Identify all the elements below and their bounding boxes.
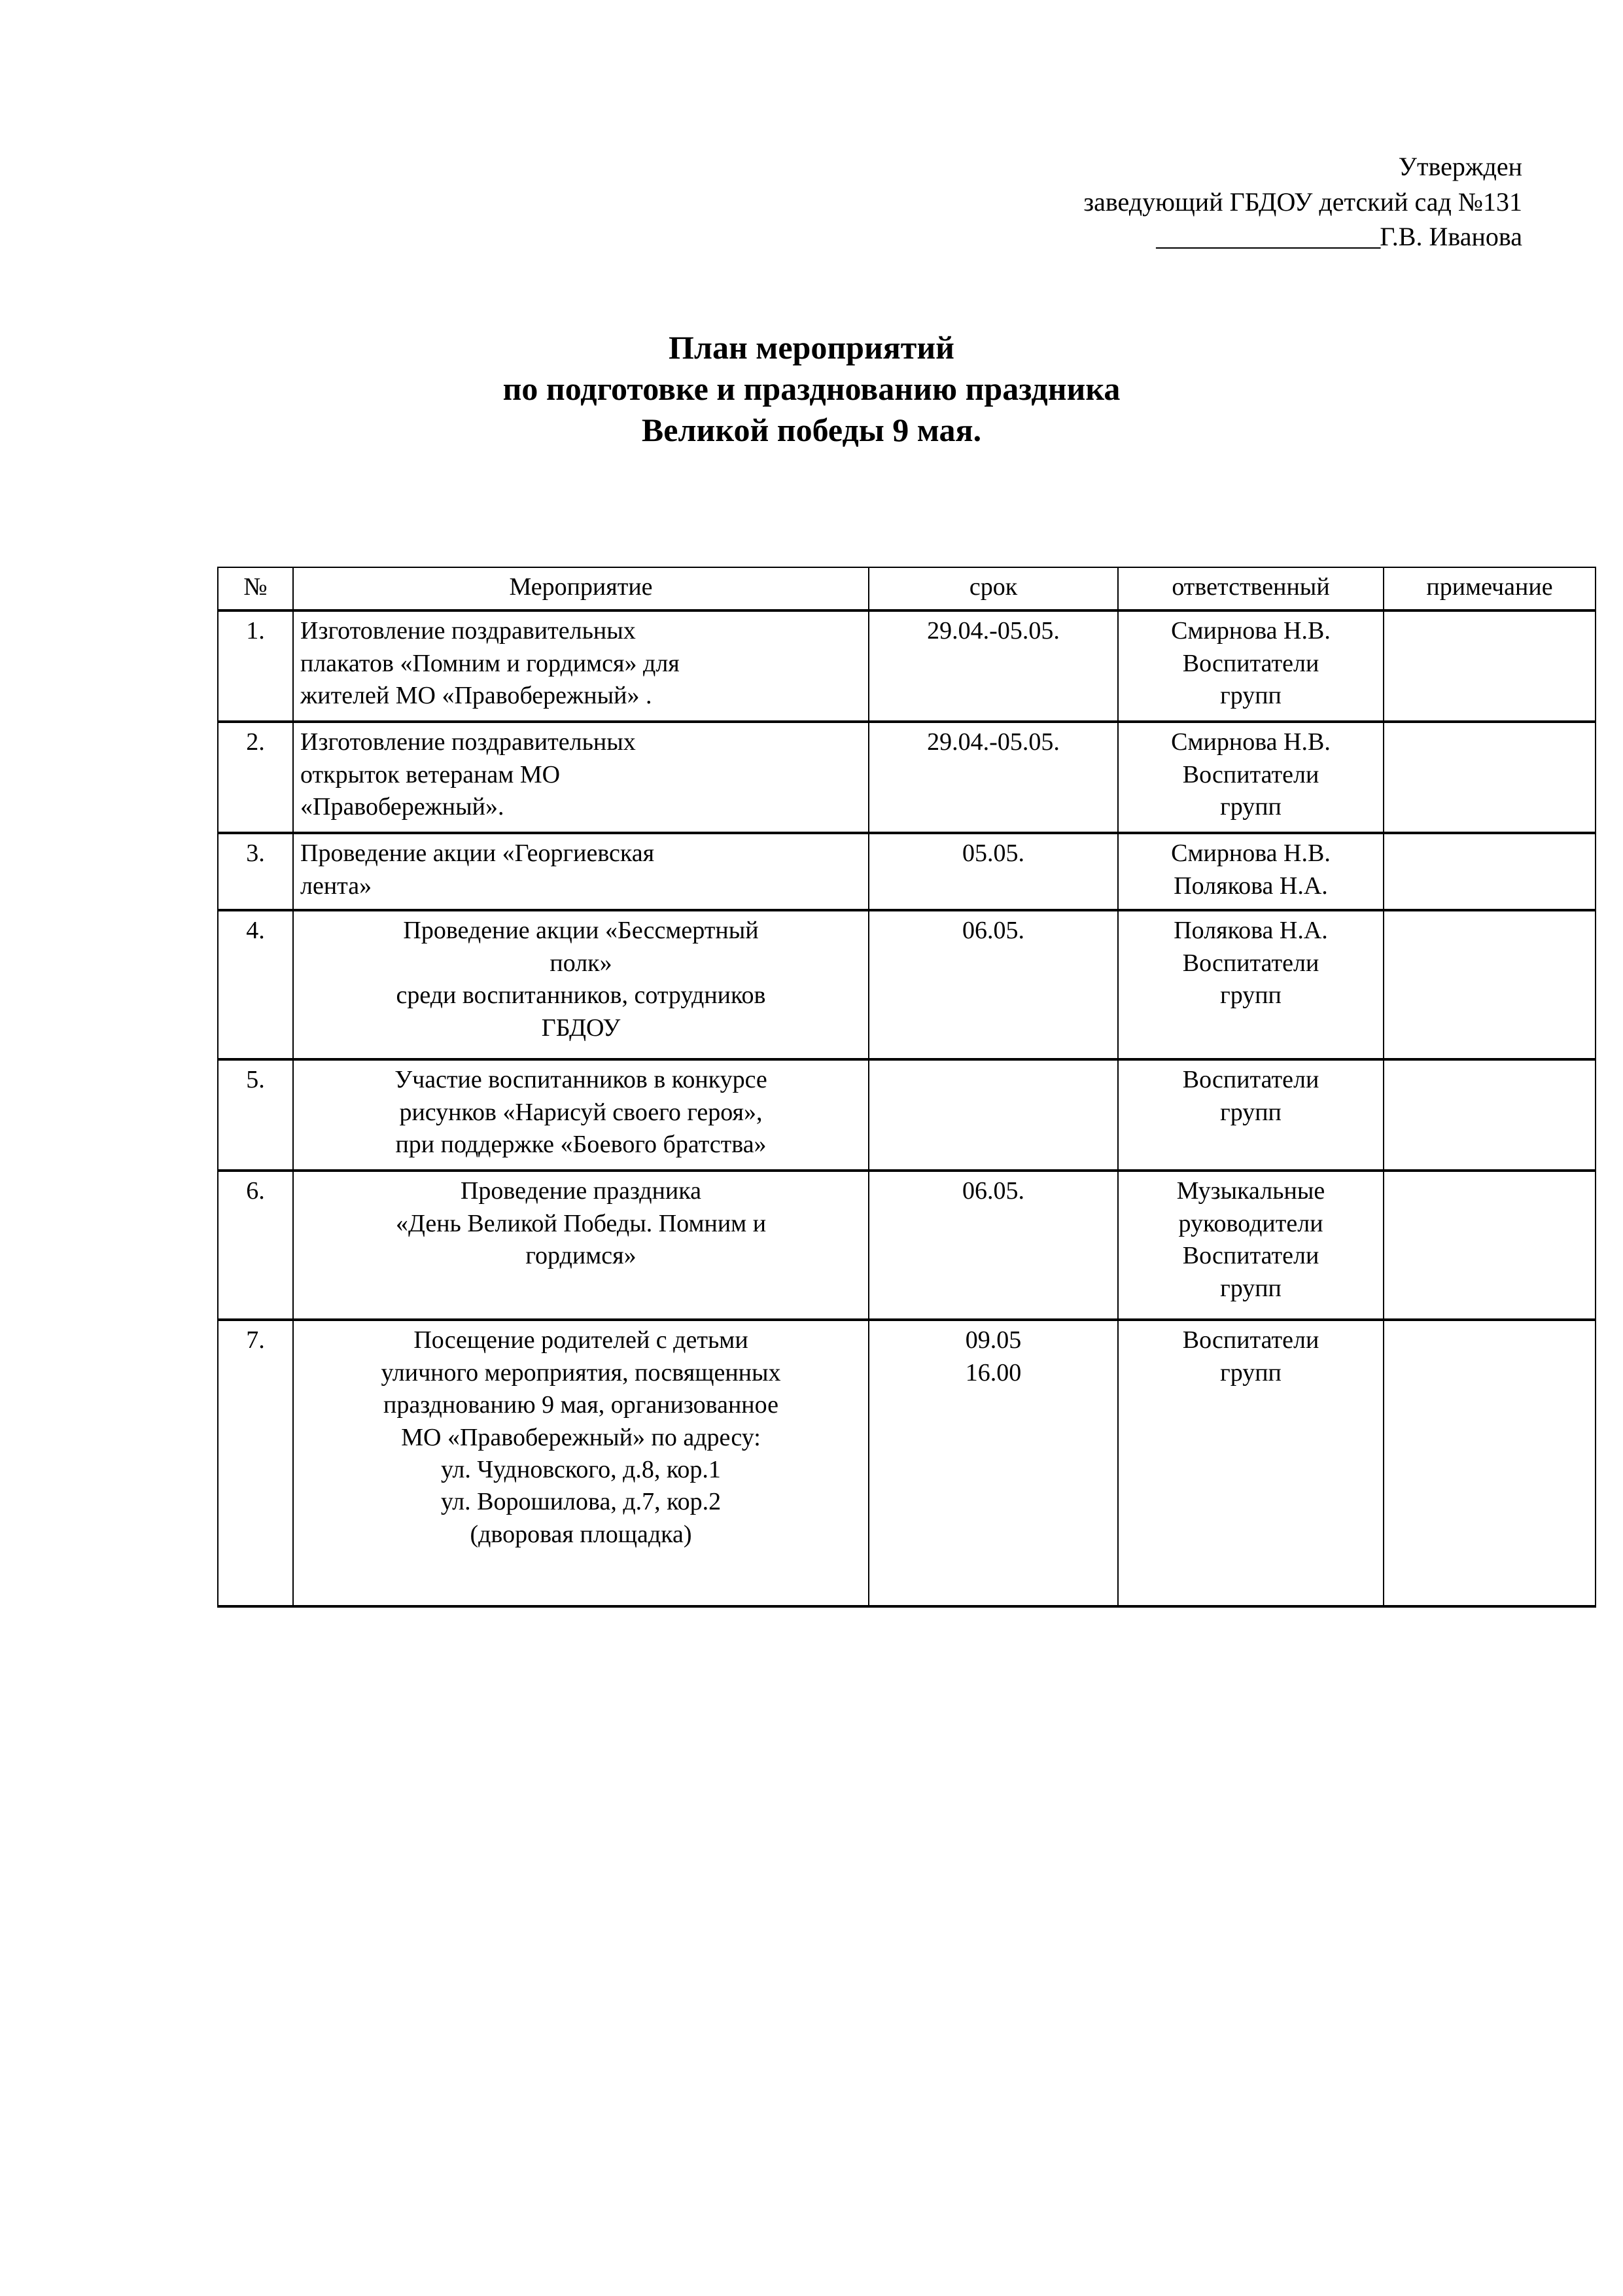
cell-event bbox=[293, 1171, 869, 1320]
cell-num: 6. bbox=[218, 1171, 293, 1320]
event-line-4: МО «Правобережный» по адресу: bbox=[401, 1423, 761, 1451]
header-note: примечание bbox=[1384, 567, 1596, 610]
cell-responsible bbox=[1118, 833, 1384, 910]
table-body bbox=[218, 610, 1596, 1606]
responsible-line-2: групп bbox=[1220, 1098, 1282, 1126]
event-line-5: ул. Чудновского, д.8, кор.1 bbox=[441, 1455, 721, 1483]
page-title-line-3: Великой победы 9 мая. bbox=[641, 412, 982, 448]
responsible-line-1: Смирнова Н.В. bbox=[1171, 839, 1331, 868]
cell-note bbox=[1384, 1059, 1596, 1171]
cell-responsible bbox=[1118, 1320, 1384, 1606]
cell-num: 2. bbox=[218, 722, 293, 833]
responsible-line-3: Воспитатели bbox=[1182, 1242, 1319, 1270]
event-line-2: плакатов «Помним и гордимся» для bbox=[300, 649, 680, 677]
cell-event bbox=[293, 1320, 869, 1606]
plan-table bbox=[217, 567, 1596, 1608]
event-line-7: (дворовая площадка) bbox=[470, 1520, 692, 1548]
responsible-line-1: Полякова Н.А. bbox=[1174, 917, 1328, 945]
responsible-line-3: групп bbox=[1220, 981, 1282, 1010]
event-line-2: лента» bbox=[300, 872, 372, 900]
event-line-1: Проведение акции «Бессмертный bbox=[403, 917, 759, 945]
cell-term bbox=[869, 910, 1118, 1059]
table-header-row bbox=[218, 567, 1596, 610]
cell-term bbox=[869, 610, 1118, 722]
cell-note bbox=[1384, 722, 1596, 833]
event-line-1: Участие воспитанников в конкурсе bbox=[394, 1066, 767, 1094]
term-line-1: 05.05. bbox=[962, 839, 1024, 868]
event-line-3: гордимся» bbox=[525, 1242, 637, 1270]
responsible-line-3: групп bbox=[1220, 793, 1282, 821]
term-line-2: 16.00 bbox=[965, 1358, 1022, 1386]
cell-term bbox=[869, 1059, 1118, 1171]
cell-responsible bbox=[1118, 1171, 1384, 1320]
responsible-line-1: Воспитатели bbox=[1182, 1326, 1319, 1354]
term-line-1: 09.05 bbox=[965, 1326, 1022, 1354]
cell-responsible bbox=[1118, 1059, 1384, 1171]
responsible-line-2: Воспитатели bbox=[1182, 649, 1319, 677]
event-line-1: Изготовление поздравительных bbox=[300, 617, 636, 645]
responsible-line-2: Полякова Н.А. bbox=[1174, 872, 1328, 900]
event-line-2: уличного мероприятия, посвященных bbox=[381, 1358, 781, 1386]
cell-note bbox=[1384, 833, 1596, 910]
header-num: № bbox=[218, 567, 293, 610]
event-line-3: празднованию 9 мая, организованное bbox=[383, 1391, 778, 1419]
responsible-line-2: Воспитатели bbox=[1182, 760, 1319, 788]
event-line-3: жителей МО «Правобережный» . bbox=[300, 682, 652, 710]
event-line-1: Проведение акции «Георгиевская bbox=[300, 839, 655, 868]
term-line-1: 29.04.-05.05. bbox=[927, 617, 1060, 645]
cell-event bbox=[293, 722, 869, 833]
page-title-line-1: План мероприятий bbox=[669, 329, 954, 366]
page-title bbox=[0, 327, 1623, 451]
signer-name: Г.В. Иванова bbox=[1380, 222, 1522, 252]
responsible-line-2: Воспитатели bbox=[1182, 949, 1319, 977]
approval-block bbox=[868, 149, 1522, 255]
term-line-1: 06.05. bbox=[962, 1177, 1024, 1205]
event-line-1: Посещение родителей с детьми bbox=[413, 1326, 748, 1354]
signature-row bbox=[868, 219, 1522, 255]
cell-event bbox=[293, 610, 869, 722]
event-line-2: рисунков «Нарисуй своего героя», bbox=[399, 1098, 763, 1126]
term-line-1: 29.04.-05.05. bbox=[927, 728, 1060, 756]
cell-term bbox=[869, 1171, 1118, 1320]
cell-note bbox=[1384, 910, 1596, 1059]
table-row bbox=[218, 1059, 1596, 1171]
cell-event bbox=[293, 1059, 869, 1171]
approval-line-2: заведующий ГБДОУ детский сад №131 bbox=[1083, 186, 1522, 217]
responsible-line-3: групп bbox=[1220, 682, 1282, 710]
header-responsible: ответственный bbox=[1118, 567, 1384, 610]
cell-term bbox=[869, 833, 1118, 910]
responsible-line-1: Музыкальные bbox=[1176, 1177, 1325, 1205]
cell-term bbox=[869, 1320, 1118, 1606]
cell-responsible bbox=[1118, 910, 1384, 1059]
responsible-line-1: Смирнова Н.В. bbox=[1171, 617, 1331, 645]
table-row bbox=[218, 722, 1596, 833]
cell-term bbox=[869, 722, 1118, 833]
event-line-3: при поддержке «Боевого братства» bbox=[395, 1131, 767, 1159]
table-row bbox=[218, 910, 1596, 1059]
cell-event bbox=[293, 833, 869, 910]
event-line-1: Изготовление поздравительных bbox=[300, 728, 636, 756]
responsible-line-4: групп bbox=[1220, 1274, 1282, 1302]
cell-num: 3. bbox=[218, 833, 293, 910]
cell-num: 4. bbox=[218, 910, 293, 1059]
table-row bbox=[218, 833, 1596, 910]
cell-num: 5. bbox=[218, 1059, 293, 1171]
table-row bbox=[218, 1320, 1596, 1606]
header-term: срок bbox=[869, 567, 1118, 610]
cell-num: 7. bbox=[218, 1320, 293, 1606]
term-line-1: 06.05. bbox=[962, 917, 1024, 945]
page-title-line-2: по подготовке и празднованию праздника bbox=[502, 370, 1121, 407]
cell-responsible bbox=[1118, 610, 1384, 722]
responsible-line-2: руководители bbox=[1178, 1209, 1323, 1237]
responsible-line-2: групп bbox=[1220, 1358, 1282, 1386]
responsible-line-1: Смирнова Н.В. bbox=[1171, 728, 1331, 756]
header-event: Мероприятие bbox=[293, 567, 869, 610]
table-header bbox=[218, 567, 1596, 610]
event-line-3: «Правобережный». bbox=[300, 793, 504, 821]
table-row bbox=[218, 610, 1596, 722]
event-line-1: Проведение праздника bbox=[460, 1177, 702, 1205]
signature-rule: __________________ bbox=[1156, 222, 1380, 252]
event-line-2: «День Великой Победы. Помним и bbox=[395, 1209, 767, 1237]
approval-line-1: Утвержден bbox=[1398, 152, 1522, 181]
cell-note bbox=[1384, 1320, 1596, 1606]
event-line-2: открыток ветеранам МО bbox=[300, 760, 561, 788]
cell-note bbox=[1384, 610, 1596, 722]
cell-num: 1. bbox=[218, 610, 293, 722]
responsible-line-1: Воспитатели bbox=[1182, 1066, 1319, 1094]
cell-event bbox=[293, 910, 869, 1059]
table-row bbox=[218, 1171, 1596, 1320]
event-line-6: ул. Ворошилова, д.7, кор.2 bbox=[440, 1488, 722, 1516]
event-line-2: полк» bbox=[550, 949, 612, 977]
event-line-3: среди воспитанников, сотрудников bbox=[396, 981, 766, 1010]
cell-responsible bbox=[1118, 722, 1384, 833]
event-line-4: ГБДОУ bbox=[541, 1014, 621, 1042]
cell-note bbox=[1384, 1171, 1596, 1320]
